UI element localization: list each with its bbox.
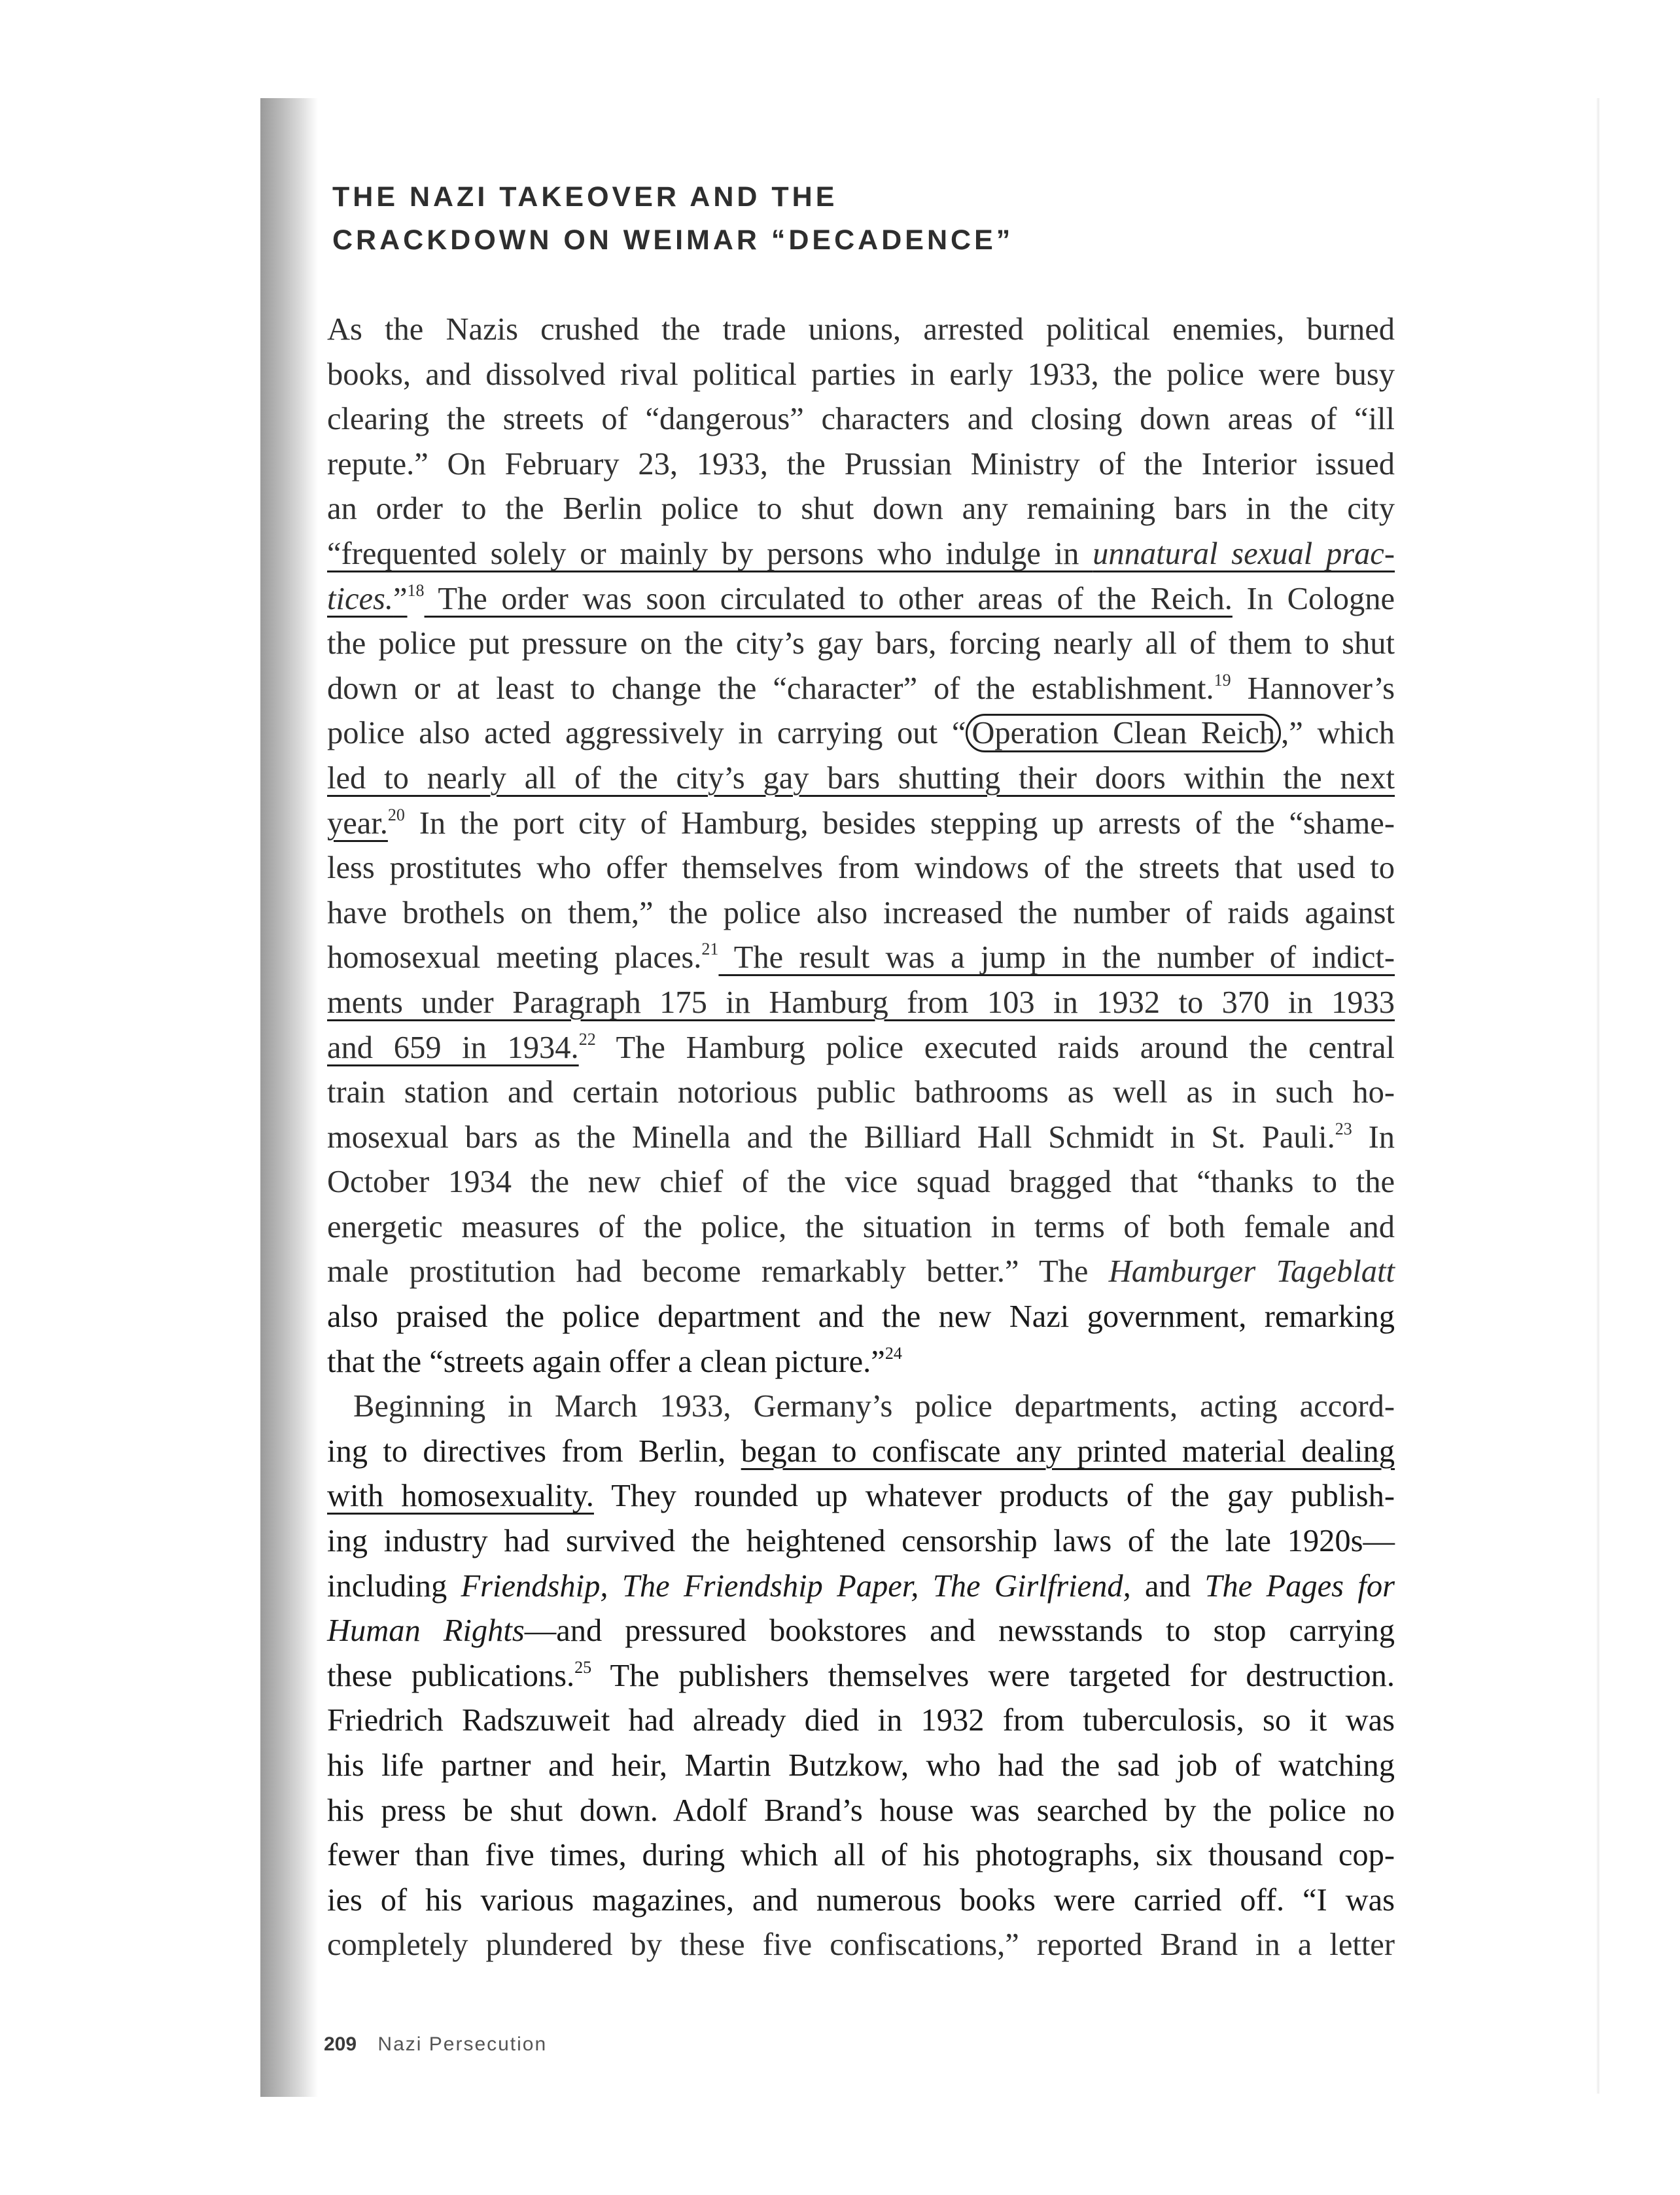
footnote-ref: 18: [407, 580, 425, 600]
text-fragment: ,” which: [1281, 716, 1395, 751]
text-line: also praised the police department and the new Nazi government, remarking: [327, 1299, 1395, 1335]
footnote-ref: 24: [884, 1343, 902, 1363]
text-line: his life partner and heir, Martin Butzkow, who had the sad job of watching: [327, 1748, 1395, 1783]
text-line: repute.” On February 23, 1933, the Prussian Ministry of the Interior issued: [327, 446, 1395, 482]
underlined-sentence: with homosexuality.: [327, 1479, 594, 1514]
text-fragment: including: [327, 1568, 461, 1604]
italic-title: Human Rights: [327, 1613, 525, 1649]
heading-line-2: CRACKDOWN ON WEIMAR “DECADENCE”: [332, 224, 1014, 256]
text-fragment: They rounded up whatever products of the gay publish-: [593, 1479, 1395, 1514]
text-fragment: The Hamburg police executed raids around the central: [595, 1030, 1395, 1065]
text-line: ing industry had survived the heightened censorship laws of the late 1920s—: [327, 1524, 1395, 1559]
text-line: [327, 1115, 1395, 1161]
paragraph-2: [327, 1384, 1395, 1968]
text-line: the police put pressure on the city’s gay bars, forcing nearly all of them to shut: [327, 626, 1395, 661]
text-line: an order to the Berlin police to shut down any remaining bars in the city: [327, 491, 1395, 527]
text-line: [327, 1654, 1395, 1699]
underlined-italic-phrase: unnatural sexual prac-: [1093, 536, 1395, 571]
text-fragment: ing to directives from Berlin,: [327, 1433, 741, 1469]
text-line: [327, 667, 1395, 712]
page-footer: [324, 2033, 547, 2056]
text-line: ies of his various magazines, and numerous books were carried off. “I was: [327, 1882, 1395, 1918]
section-heading: [332, 175, 1444, 262]
paragraph-1: [327, 307, 1395, 1384]
text-line: train station and certain notorious public bathrooms as well as in such ho-: [327, 1075, 1395, 1110]
text-line: less prostitutes who offer themselves from windows of the streets that used to: [327, 851, 1395, 886]
footnote-ref: 23: [1335, 1119, 1352, 1138]
text-line: fewer than five times, during which all of his photographs, six thousand cop-: [327, 1838, 1395, 1873]
underlined-italic-phrase: tices.: [327, 581, 394, 616]
text-line: [327, 756, 1395, 801]
text-fragment: The publishers themselves were targeted for destruction.: [591, 1658, 1395, 1693]
text-fragment: these publications.: [327, 1658, 575, 1693]
closing-quote: ”: [393, 581, 408, 616]
text-fragment: male prostitution had become remarkably better.” The: [327, 1254, 1109, 1290]
text-line: As the Nazis crushed the trade unions, arrested political enemies, burned: [327, 312, 1395, 347]
text-fragment: mosexual bars as the Minella and the Billiard Hall Schmidt in St. Pauli.: [327, 1119, 1335, 1155]
underlined-sentence: ments under Paragraph 175 in Hamburg from 103 in 1932 to 370 in 1933: [327, 985, 1395, 1020]
text-fragment: In the port city of Hamburg, besides stepping up arrests of the “shame-: [404, 805, 1395, 841]
footnote-ref: 21: [701, 939, 719, 959]
text-line: Friedrich Radszuweit had already died in 1932 from tuberculosis, so it was: [327, 1703, 1395, 1738]
text-fragment: Hannover’s: [1231, 671, 1395, 706]
text-fragment: In Cologne: [1232, 581, 1395, 616]
footnote-ref: 25: [574, 1657, 592, 1677]
text-line: [327, 1026, 1395, 1071]
text-line: completely plundered by these five confiscations,” reported Brand in a letter: [327, 1927, 1395, 1963]
text-line: [327, 801, 1395, 847]
text-line: energetic measures of the police, the situation in terms of both female and: [327, 1209, 1395, 1244]
running-title: Nazi Persecution: [377, 2033, 548, 2055]
text-line: [327, 936, 1395, 981]
underlined-sentence: and 659 in 1934.: [327, 1030, 579, 1065]
underlined-quote: “frequented solely or mainly by persons who indulge in: [327, 536, 1093, 571]
italic-title: The Pages for: [1204, 1568, 1395, 1604]
scanned-page-edge: [1596, 98, 1600, 2094]
text-line: [327, 1474, 1395, 1519]
text-line: [327, 1564, 1395, 1609]
text-line: [327, 1340, 1395, 1385]
footnote-ref: 20: [387, 805, 405, 824]
text-line: [327, 711, 1395, 756]
page-number: 209: [324, 2033, 357, 2055]
text-line: [327, 1609, 1395, 1654]
text-fragment: —and pressured bookstores and newsstands to stop carrying: [524, 1613, 1395, 1649]
text-line: books, and dissolved rival political parties in early 1933, the police were busy: [327, 357, 1395, 392]
underlined-sentence: The order was soon circulated to other areas of the Reich.: [424, 581, 1233, 616]
body-text: [327, 307, 1395, 1968]
underlined-word: year.: [327, 805, 388, 841]
text-line: October 1934 the new chief of the vice squad bragged that “thanks to the: [327, 1165, 1395, 1200]
text-fragment: down or at least to change the “character” of the establishment.: [327, 671, 1214, 706]
text-fragment: and: [1130, 1568, 1205, 1604]
text-line: [327, 577, 1395, 622]
text-line: [327, 1430, 1395, 1475]
underlined-sentence: The result was a jump in the number of indict-: [718, 940, 1395, 975]
text-line: [327, 981, 1395, 1026]
text-fragment: that the “streets again offer a clean picture.”: [327, 1344, 885, 1379]
underlined-sentence: began to confiscate any printed material dealing: [741, 1433, 1395, 1469]
text-fragment: In: [1352, 1119, 1395, 1155]
footnote-ref: 19: [1214, 670, 1231, 690]
text-line: have brothels on them,” the police also increased the number of raids against: [327, 895, 1395, 930]
footnote-ref: 22: [578, 1029, 596, 1049]
italic-titles: Friendship, The Friendship Paper, The Girlfriend,: [461, 1568, 1131, 1604]
italic-title: Hamburger Tageblatt: [1108, 1254, 1395, 1290]
text-fragment: homosexual meeting places.: [327, 940, 702, 975]
text-line: clearing the streets of “dangerous” characters and closing down areas of “ill: [327, 402, 1395, 437]
underlined-sentence: led to nearly all of the city’s gay bars shutting their doors within the next: [327, 760, 1395, 796]
text-line: [327, 532, 1395, 577]
heading-line-1: THE NAZI TAKEOVER AND THE: [332, 181, 838, 213]
text-fragment: police also acted aggressively in carrying out “: [327, 716, 966, 751]
text-line: [327, 1250, 1395, 1295]
text-line: Beginning in March 1933, Germany’s police departments, acting accord-: [353, 1389, 1395, 1424]
circled-phrase: Operation Clean Reich: [966, 714, 1281, 752]
text-line: his press be shut down. Adolf Brand’s house was searched by the police no: [327, 1793, 1395, 1828]
scanned-book-spine-shadow: [260, 98, 318, 2097]
